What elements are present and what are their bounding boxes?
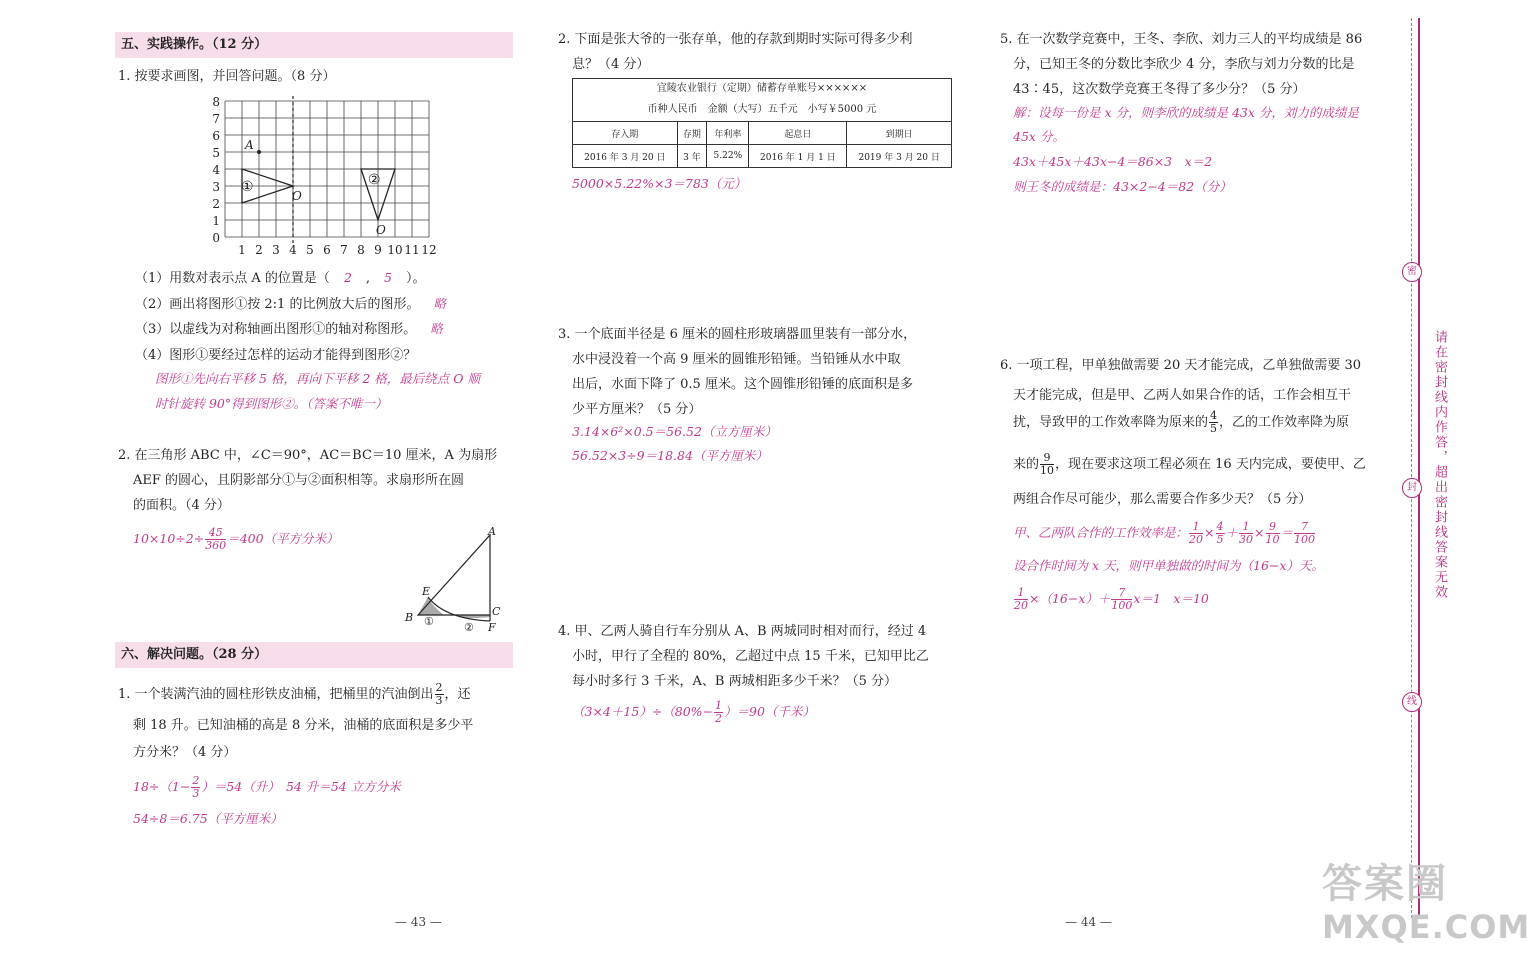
q1-title: 1. 按要求画图，并回答问题。（8 分）: [118, 69, 336, 84]
right-q6-answer-line1: 甲、乙两队合作的工作效率是： $\frac{1}{20}$ × $\frac{4}{5}$ ＋ $\frac{1}{30}$ × $\frac{9}{10}$ ＝ $\frac{7}{100}$: [1013, 520, 1316, 546]
x-tick: 5: [306, 243, 314, 257]
x-tick: 4: [289, 243, 297, 257]
mid-q3-line4: 少平方厘米？（5 分）: [572, 402, 702, 417]
q6-1-answer-line2: 54÷8＝6.75（平方厘米）: [133, 811, 283, 826]
mid-q4-line3: 每小时多行 3 千米，A、B 两城相距多少千米？（5 分）: [572, 674, 898, 689]
right-q6-line3: 扰，导致甲的工作效率降为原来的 $\frac{4}{5}$ ，乙的工作效率降为原: [1013, 409, 1350, 435]
slip-currency: 币种人民币 金额（大写）五千元 小写￥5000 元: [647, 104, 877, 115]
shape-1-label: ①: [241, 179, 254, 195]
right-q6-answer-line3: $\frac{1}{20}$ ×（16−x）＋ $\frac{7}{100}$ x＝1 x＝10: [1014, 586, 1209, 612]
x-tick: 7: [340, 243, 348, 257]
slip-header: 到期日: [847, 122, 951, 145]
q1-1: （1）用数对表示点 A 的位置是（ 2 , 5 ）。: [135, 270, 426, 286]
x-tick: 10: [387, 243, 403, 257]
right-q6-line1: 6. 一项工程，甲单独做需要 20 天才能完成，乙单独做需要 30: [1000, 358, 1362, 373]
mid-q3-line2: 水中浸没着一个高 9 厘米的圆锥形铅锤。当铅锤从水中取: [572, 352, 901, 367]
mid-q3-line3: 出后，水面下降了 0.5 厘米。这个圆锥形铅锤的底面积是多: [572, 377, 913, 392]
right-q5-line3: 43∶45，这次数学竞赛王冬得了多少分？（5 分）: [1013, 82, 1306, 97]
slip-bank-title: 宜陵农业银行（定期）储蓄存单账号××××××: [656, 83, 868, 94]
q6-1-line3: 方分米？（4 分）: [133, 745, 237, 760]
y-tick: 4: [212, 163, 220, 177]
page-number-43: — 43 —: [395, 915, 442, 929]
triangle-figure: [400, 525, 510, 635]
label-e: E: [422, 585, 431, 598]
q6-1-line2: 剩 18 升。已知油桶的高是 8 分米，油桶的底面积是多少平: [133, 718, 474, 733]
right-q5-answer-line2: 45x 分。: [1013, 129, 1065, 144]
slip-header: 起息日: [749, 122, 847, 145]
x-tick: 3: [272, 243, 280, 257]
y-tick: 3: [212, 180, 220, 194]
area-1-label: ①: [424, 615, 434, 628]
q1-1-answer-b: 5: [384, 270, 392, 285]
triangle-abc: [418, 535, 490, 615]
x-tick: 12: [421, 243, 437, 257]
mid-q3-line1: 3. 一个底面半径是 6 厘米的圆柱形玻璃器皿里装有一部分水，: [558, 327, 917, 342]
mid-q3-answer-line1: 3.14×6²×0.5＝56.52（立方厘米）: [572, 424, 777, 439]
mid-q4-line2: 小时，甲行了全程的 80%，乙超过中点 15 千米，已知甲比乙: [572, 649, 929, 664]
y-tick: 6: [212, 129, 220, 143]
mid-q3-answer-line2: 56.52×3÷9＝18.84（平方厘米）: [572, 448, 768, 463]
right-q6-line5: 两组合作尽可能少，那么需要合作多少天？（5 分）: [1013, 492, 1312, 507]
point-a: [257, 150, 261, 154]
right-q6-line4: 来的 $\frac{9}{10}$ ，现在要求这项工程必须在 16 天内完成，要使甲、乙: [1013, 451, 1366, 477]
label-c: C: [492, 605, 501, 618]
slip-cell: 2016 年 3 月 20 日: [573, 145, 677, 168]
mid-q4-line1: 4. 甲、乙两人骑自行车分别从 A、B 两城同时相对而行，经过 4: [558, 624, 927, 639]
slip-header: 存入期: [573, 122, 677, 145]
seal-mark-top: 密: [1402, 262, 1422, 282]
mid-q2-answer: 5000×5.22%×3＝783（元）: [572, 176, 747, 191]
x-tick: 6: [323, 243, 331, 257]
label-a: A: [245, 138, 254, 152]
y-tick: 1: [212, 214, 220, 228]
y-tick: 5: [212, 146, 220, 160]
label-a: A: [488, 525, 496, 538]
slip-header-row: [573, 122, 951, 145]
slip-cell: 2016 年 1 月 1 日: [749, 145, 847, 168]
q1-2: （2）画出将图形①按 2:1 的比例放大后的图形。 略: [135, 296, 446, 312]
right-q6-answer-line2: 设合作时间为 x 天，则甲单独做的时间为（16−x）天。: [1013, 558, 1324, 573]
mid-q2-line2: 息？（4 分）: [572, 57, 650, 72]
x-tick: 8: [357, 243, 365, 257]
slip-header: 存期: [677, 122, 707, 145]
x-tick: 2: [255, 243, 263, 257]
shape-2-label: ②: [368, 172, 381, 188]
right-q5-answer-line1: 解：设每一份是 x 分，则李欣的成绩是 43x 分，刘力的成绩是: [1013, 105, 1359, 120]
section-6-header: 六、解决问题。（28 分）: [115, 642, 513, 668]
grid-lines: [225, 101, 429, 237]
watermark-top: 答案圈: [1322, 861, 1448, 907]
q2-line3: 的面积。（4 分）: [133, 498, 230, 513]
y-tick: 8: [212, 95, 220, 109]
section-5-header: 五、实践操作。（12 分）: [115, 32, 513, 58]
y-tick: 2: [212, 197, 220, 211]
area-2-label: ②: [464, 621, 474, 634]
q2-answer: 10×10÷2÷ $\frac{45}{360}$ ＝400（平方分米）: [133, 526, 339, 552]
label-f: F: [488, 621, 496, 634]
right-q5-answer-line4: 则王冬的成绩是：43×2−4＝82（分）: [1013, 179, 1232, 194]
label-o2: O: [376, 223, 386, 237]
slip-cell: 2019 年 3 月 20 日: [847, 145, 951, 168]
y-tick: 0: [212, 231, 220, 245]
label-b: B: [405, 611, 414, 624]
q1-4-answer-line1: 图形①先向右平移 5 格，再向下平移 2 格，最后绕点 O 顺: [155, 371, 480, 386]
seal-mark-mid: 封: [1402, 478, 1422, 498]
mid-q4-answer: （3×4＋15）÷（80%− $\frac{1}{2}$ ）＝90（千米）: [572, 699, 815, 725]
q1-4: （4）图形①要经过怎样的运动才能得到图形②？: [135, 348, 417, 363]
x-tick: 11: [404, 243, 420, 257]
seal-line-inner: [1411, 18, 1412, 918]
deposit-slip: [572, 78, 952, 168]
slip-cell: 5.22%: [707, 145, 749, 168]
q6-1-line1: 1. 一个装满汽油的圆柱形铁皮油桶，把桶里的汽油倒出 $\frac{2}{3}$ ，还: [118, 681, 471, 707]
q1-1-answer-a: 2: [343, 270, 352, 285]
mid-q2-line1: 2. 下面是张大爷的一张存单，他的存款到期时实际可得多少利: [558, 32, 913, 47]
right-q6-line2: 天才能完成，但是甲、乙两人如果合作的话，工作会相互干: [1013, 388, 1352, 403]
slip-data-row: [573, 145, 951, 168]
coordinate-grid: [195, 96, 445, 258]
q2-line2: AEF 的圆心，且阴影部分①与②面积相等。求扇形所在圆: [133, 473, 465, 488]
seal-notice: 请在密封线内作答，超出密封线答案无效: [1432, 330, 1447, 600]
slip-table: [573, 121, 951, 167]
seal-mark-bottom: 线: [1402, 692, 1422, 712]
x-tick: 9: [374, 243, 382, 257]
label-o1: O: [292, 189, 302, 203]
q6-1-answer-line1: 18÷（1− $\frac{2}{3}$ ）＝54（升） 54 升＝54 立方分米: [133, 774, 401, 800]
seal-line: [1418, 18, 1420, 918]
y-tick: 7: [212, 112, 220, 126]
watermark-bottom: MXQE.COM: [1322, 908, 1530, 946]
right-q5-line2: 分，已知王冬的分数比李欣少 4 分，李欣与刘力分数的比是: [1013, 57, 1355, 72]
q2-line1: 2. 在三角形 ABC 中，∠C＝90°，AC＝BC＝10 厘米，A 为扇形: [118, 448, 498, 463]
q1-2-answer: 略: [433, 296, 446, 311]
right-q5-line1: 5. 在一次数学竞赛中，王冬、李欣、刘力三人的平均成绩是 86: [1000, 32, 1363, 47]
page-number-44: — 44 —: [1065, 915, 1112, 929]
right-q5-answer-line3: 43x＋45x＋43x−4＝86×3 x＝2: [1013, 154, 1213, 169]
slip-cell: 3 年: [677, 145, 707, 168]
q1-3-answer: 略: [430, 321, 443, 336]
q1-4-answer-line2: 时针旋转 90°得到图形②。（答案不唯一）: [155, 396, 388, 411]
x-tick: 1: [238, 243, 246, 257]
slip-header: 年利率: [707, 122, 749, 145]
q1-3: （3）以虚线为对称轴画出图形①的轴对称图形。 略: [135, 321, 443, 337]
